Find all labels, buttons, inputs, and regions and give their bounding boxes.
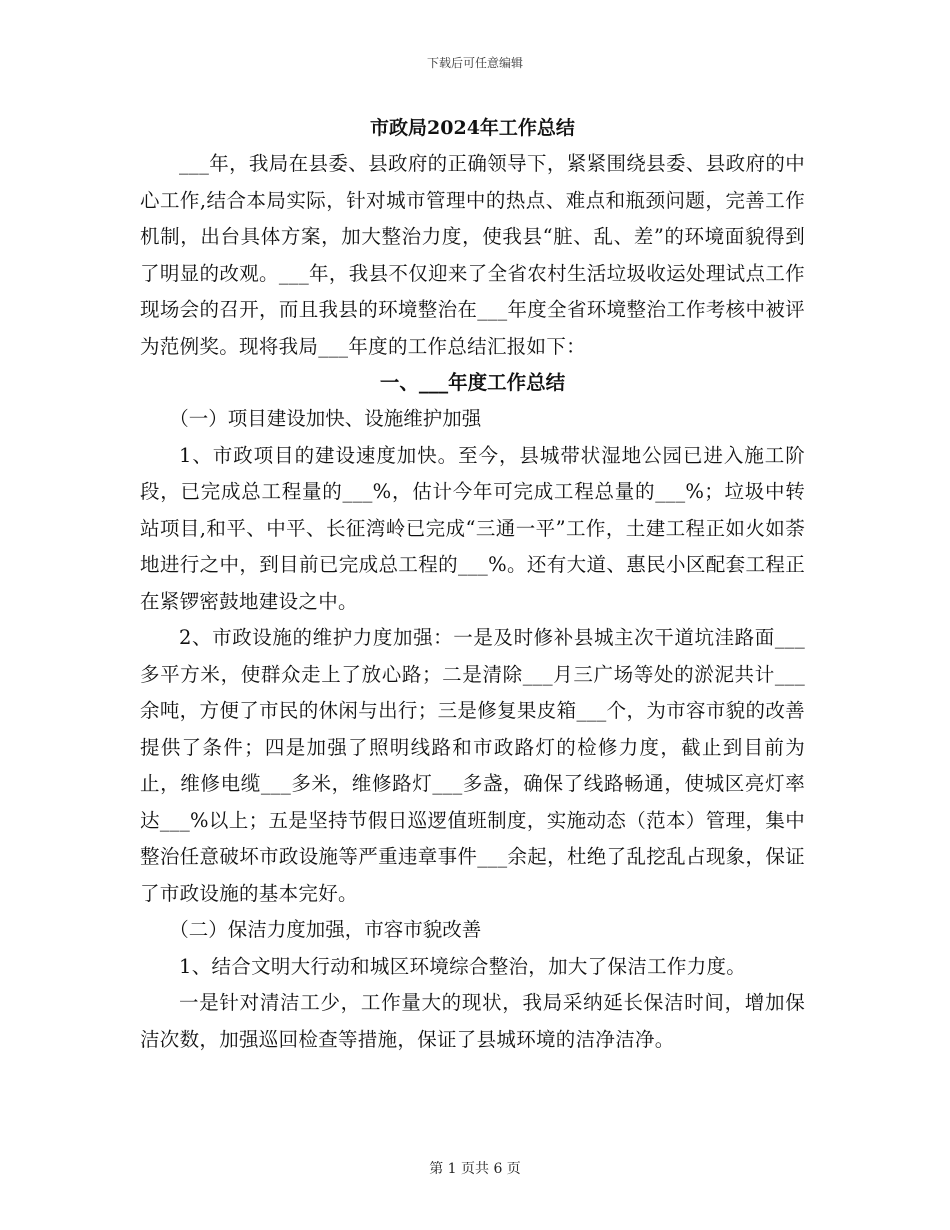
document-title: 市政局2024年工作总结 [370,117,575,139]
header-note: 下载后可任意编辑 [426,56,523,70]
sub-heading-2: （二）保洁力度加强，市容市貌改善 [169,918,482,941]
paragraph-facility-maintenance: 2、市政设施的维护力度加强：一是及时修补县城主次干道坑洼路面___多平方米，使群众走上了放心路；二是清除___月三广场等处的淤泥共计___余吨，方便了市民的休闲与出行；三是修复果皮箱___个，为市容市貌的改善提供了条件；四是加强了照明线路和市政路灯的检修力度，截止到目前为止，维修电缆___多米，维修路灯___多盏，确保了线路畅通，使城区亮灯率达___%以上；五是坚持节假日巡逻值班制度，实施动态（范本）管理，集中整治任意破坏市政设施等严重违章事件___余起，杜绝了乱挖乱占现象，保证了市政设施的基本完好。 [140,626,805,905]
sub-heading-1: （一）项目建设加快、设施维护加强 [169,407,482,430]
paragraph-cleaning-effort: 1、结合文明大行动和城区环境综合整治，加大了保洁工作力度。 [179,954,747,978]
page-number: 第 1 页共 6 页 [429,1161,521,1177]
paragraph-municipal-projects: 1、市政项目的建设速度加快。至今，县城带状湿地公园已进入施工阶段，已完成总工程量的___%，估计今年可完成工程总量的___%；垃圾中转站项目,和平、中平、长征湾岭已完成“三通一平”工作，土建工程正如火如荼地进行之中，到目前已完成总工程的___%。还有大道、惠民小区配套工程正在紧锣密鼓地建设之中。 [140,443,805,613]
section-heading-1: 一、___年度工作总结 [379,371,566,394]
paragraph-cleaning-measures: 一是针对清洁工少，工作量大的现状，我局采纳延长保洁时间，增加保洁次数，加强巡回检查等措施，保证了县城环境的洁净洁净。 [140,991,805,1051]
document-body [140,112,805,1058]
intro-paragraph: ___年，我局在县委、县政府的正确领导下，紧紧围绕县委、县政府的中心工作,结合本局实际，针对城市管理中的热点、难点和瓶颈问题，完善工作机制，出台具体方案，加大整治力度，使我县“脏、乱、差”的环境面貌得到了明显的改观。___年，我县不仅迎来了全省农村生活垃圾收运处理试点工作现场会的召开，而且我县的环境整治在___年度全省环境整治工作考核中被评为范例奖。现将我局___年度的工作总结汇报如下： [140,152,805,358]
